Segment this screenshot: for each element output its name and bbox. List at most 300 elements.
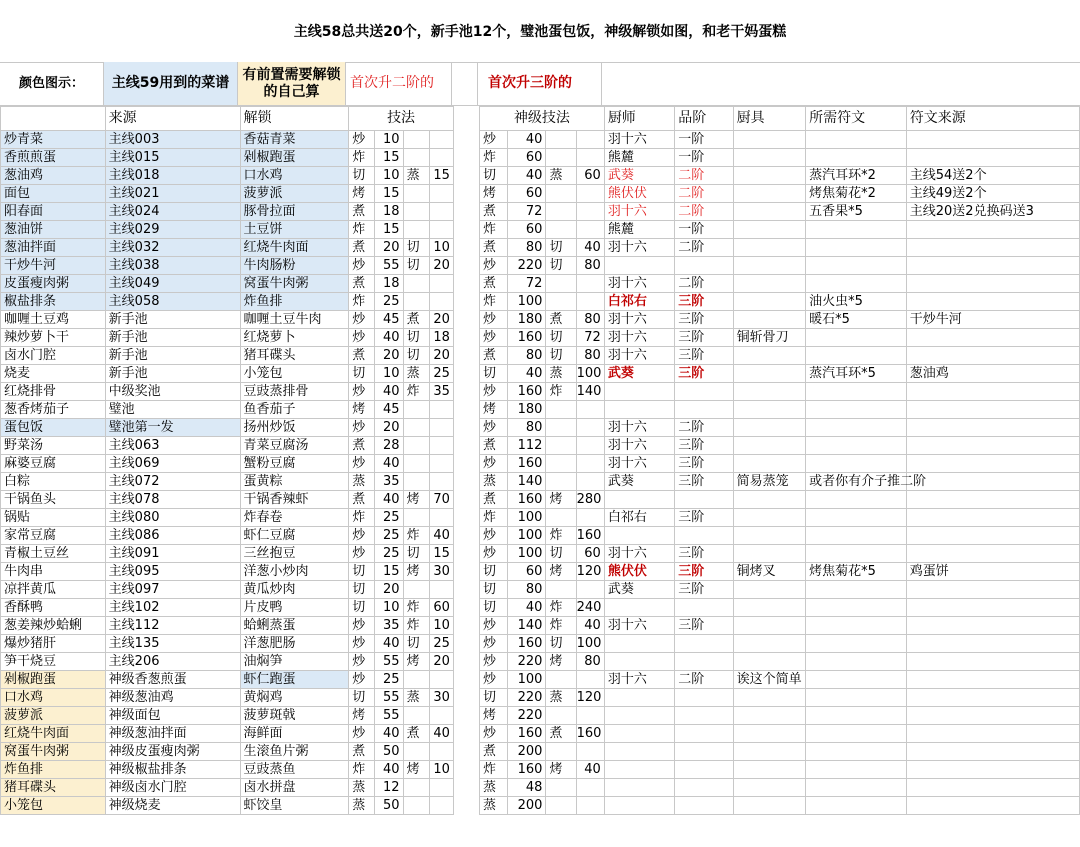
- cell-god-tech2-value: 40: [576, 239, 604, 257]
- cell-gap: [453, 671, 479, 689]
- cell-rune: [806, 545, 907, 563]
- cell-tech2-value: [429, 293, 453, 311]
- cell-tech2-value: 20: [429, 311, 453, 329]
- table-row: [1, 437, 1080, 455]
- cell-chef: [604, 257, 674, 275]
- cell-tech2: 切: [403, 329, 429, 347]
- cell-dish: 椒盐排条: [1, 293, 106, 311]
- cell-tech1-value: 50: [375, 797, 403, 815]
- cell-god-tech1-value: 100: [508, 293, 546, 311]
- cell-tech2: 煮: [403, 311, 429, 329]
- cell-tech1-value: 50: [375, 743, 403, 761]
- cell-chef: [604, 743, 674, 761]
- legend-yellow: 有前置需要解锁的自己算: [238, 62, 346, 106]
- cell-chef: [604, 527, 674, 545]
- cell-god-tech1-value: 220: [508, 653, 546, 671]
- cell-tech1-value: 20: [375, 239, 403, 257]
- cell-tech2-value: [429, 509, 453, 527]
- cell-tech1: 切: [349, 563, 375, 581]
- cell-god-tech2-value: 140: [576, 383, 604, 401]
- cell-unlock: 猪耳碟头: [240, 347, 349, 365]
- header-chef: 厨师: [604, 107, 674, 131]
- cell-rune-source: [906, 455, 1079, 473]
- cell-god-tech2-value: [576, 437, 604, 455]
- cell-rune: [806, 617, 907, 635]
- cell-god-tech2-value: [576, 671, 604, 689]
- cell-tier: [675, 725, 733, 743]
- cell-gap: [453, 797, 479, 815]
- cell-gap: [453, 419, 479, 437]
- cell-rune-source: [906, 293, 1079, 311]
- cell-tech1: 炒: [349, 725, 375, 743]
- cell-utensil: [733, 383, 805, 401]
- table-row: [1, 707, 1080, 725]
- cell-rune-source: [906, 221, 1079, 239]
- cell-dish: 香煎煎蛋: [1, 149, 106, 167]
- header-gap: [453, 107, 479, 131]
- cell-god-tech2: 煮: [546, 311, 576, 329]
- cell-tier: 二阶: [675, 185, 733, 203]
- cell-god-tech1: 炒: [480, 419, 508, 437]
- cell-chef: [604, 725, 674, 743]
- cell-dish: 炒青菜: [1, 131, 106, 149]
- cell-rune: [806, 635, 907, 653]
- cell-god-tech1-value: 160: [508, 725, 546, 743]
- table-row: [1, 455, 1080, 473]
- cell-god-tech1: 炒: [480, 653, 508, 671]
- cell-dish: 笋干烧豆: [1, 653, 106, 671]
- cell-tech2: [403, 437, 429, 455]
- cell-gap: [453, 599, 479, 617]
- cell-tech2: [403, 743, 429, 761]
- cell-source: 主线003: [105, 131, 240, 149]
- cell-tech2-value: [429, 185, 453, 203]
- cell-unlock: 牛肉肠粉: [240, 257, 349, 275]
- cell-dish: 干锅鱼头: [1, 491, 106, 509]
- table-row: [1, 131, 1080, 149]
- cell-unlock: 炸鱼排: [240, 293, 349, 311]
- cell-tech1-value: 10: [375, 599, 403, 617]
- cell-tech2-value: [429, 779, 453, 797]
- cell-chef: 熊麓: [604, 221, 674, 239]
- cell-god-tech1-value: 40: [508, 167, 546, 185]
- cell-source: 主线032: [105, 239, 240, 257]
- cell-tier: [675, 743, 733, 761]
- cell-god-tech2-value: [576, 743, 604, 761]
- cell-god-tech2-value: [576, 509, 604, 527]
- cell-god-tech2: 切: [546, 635, 576, 653]
- cell-tech1-value: 40: [375, 383, 403, 401]
- cell-god-tech2-value: [576, 401, 604, 419]
- cell-god-tech1: 烤: [480, 707, 508, 725]
- cell-god-tech2-value: [576, 419, 604, 437]
- cell-tech1-value: 25: [375, 293, 403, 311]
- cell-tech1-value: 20: [375, 419, 403, 437]
- cell-god-tech1-value: 60: [508, 221, 546, 239]
- cell-tech2: 炸: [403, 617, 429, 635]
- cell-dish: 葱油拌面: [1, 239, 106, 257]
- cell-tech2: 切: [403, 635, 429, 653]
- cell-tech1: 煮: [349, 203, 375, 221]
- cell-god-tech2-value: 120: [576, 689, 604, 707]
- table-row: [1, 491, 1080, 509]
- cell-god-tech1: 煮: [480, 437, 508, 455]
- cell-tier: 二阶: [675, 275, 733, 293]
- cell-god-tech2-value: 100: [576, 635, 604, 653]
- cell-god-tech2-value: [576, 455, 604, 473]
- cell-god-tech2: 炸: [546, 599, 576, 617]
- cell-utensil: [733, 311, 805, 329]
- cell-tier: 三阶: [675, 545, 733, 563]
- cell-gap: [453, 329, 479, 347]
- cell-tech1-value: 15: [375, 563, 403, 581]
- cell-tech1: 炸: [349, 149, 375, 167]
- cell-tech2-value: 30: [429, 563, 453, 581]
- cell-chef: [604, 761, 674, 779]
- cell-tech1-value: 10: [375, 365, 403, 383]
- cell-dish: 菠萝派: [1, 707, 106, 725]
- cell-god-tech1-value: 100: [508, 545, 546, 563]
- legend-blue: 主线59用到的菜谱: [104, 62, 238, 106]
- cell-dish: 皮蛋瘦肉粥: [1, 275, 106, 293]
- table-row: [1, 689, 1080, 707]
- cell-god-tech2: [546, 797, 576, 815]
- cell-god-tech2: [546, 275, 576, 293]
- cell-tech1-value: 40: [375, 725, 403, 743]
- cell-source: 主线206: [105, 653, 240, 671]
- cell-god-tech1-value: 40: [508, 599, 546, 617]
- cell-rune-source: 主线54送2个: [906, 167, 1079, 185]
- cell-tech2-value: 10: [429, 761, 453, 779]
- cell-chef: 羽十六: [604, 311, 674, 329]
- cell-tech2: 切: [403, 239, 429, 257]
- cell-tech2-value: [429, 455, 453, 473]
- cell-rune: 蒸汽耳环*5: [806, 365, 907, 383]
- cell-chef: 羽十六: [604, 275, 674, 293]
- cell-chef: 熊伏伏: [604, 185, 674, 203]
- header-row: [1, 107, 1080, 131]
- cell-source: 主线015: [105, 149, 240, 167]
- cell-unlock: 剁椒跑蛋: [240, 149, 349, 167]
- table-row: [1, 293, 1080, 311]
- table-row: [1, 671, 1080, 689]
- cell-rune: [806, 743, 907, 761]
- cell-tier: [675, 257, 733, 275]
- cell-tech2: 切: [403, 257, 429, 275]
- cell-god-tech2: [546, 419, 576, 437]
- cell-god-tech1: 炒: [480, 329, 508, 347]
- cell-chef: 熊麓: [604, 149, 674, 167]
- cell-god-tech2: 切: [546, 239, 576, 257]
- cell-dish: 红烧排骨: [1, 383, 106, 401]
- cell-dish: 牛肉串: [1, 563, 106, 581]
- cell-dish: 猪耳碟头: [1, 779, 106, 797]
- cell-tech2: [403, 779, 429, 797]
- cell-tech1: 炒: [349, 527, 375, 545]
- cell-gap: [453, 563, 479, 581]
- table-row: [1, 347, 1080, 365]
- table-row: [1, 329, 1080, 347]
- cell-utensil: [733, 437, 805, 455]
- cell-rune-source: [906, 797, 1079, 815]
- cell-tech2-value: 40: [429, 725, 453, 743]
- cell-unlock: 蛤蜊蒸蛋: [240, 617, 349, 635]
- table-row: [1, 779, 1080, 797]
- cell-tech1: 烤: [349, 401, 375, 419]
- cell-gap: [453, 257, 479, 275]
- cell-tier: 三阶: [675, 581, 733, 599]
- cell-source: 主线024: [105, 203, 240, 221]
- cell-dish: 家常豆腐: [1, 527, 106, 545]
- cell-tech2: 蒸: [403, 689, 429, 707]
- cell-rune: [806, 329, 907, 347]
- cell-unlock: 三丝抱豆: [240, 545, 349, 563]
- table-row: [1, 635, 1080, 653]
- cell-god-tech1: 煮: [480, 491, 508, 509]
- cell-tech1-value: 10: [375, 131, 403, 149]
- cell-dish: 辣炒萝卜干: [1, 329, 106, 347]
- cell-tech2: 烤: [403, 563, 429, 581]
- cell-source: 主线063: [105, 437, 240, 455]
- cell-rune-source: [906, 581, 1079, 599]
- cell-gap: [453, 653, 479, 671]
- cell-rune: 五香果*5: [806, 203, 907, 221]
- cell-god-tech1: 炒: [480, 131, 508, 149]
- cell-god-tech1: 炒: [480, 671, 508, 689]
- cell-god-tech2-value: 72: [576, 329, 604, 347]
- cell-chef: [604, 797, 674, 815]
- cell-tier: 三阶: [675, 617, 733, 635]
- cell-rune: [806, 599, 907, 617]
- cell-unlock: 窝蛋牛肉粥: [240, 275, 349, 293]
- sheet-title: 主线58总共送20个，新手池12个，璧池蛋包饭，神级解锁如图，和老干妈蛋糕: [0, 0, 1080, 63]
- cell-dish: 凉拌黄瓜: [1, 581, 106, 599]
- cell-unlock: 虾仁豆腐: [240, 527, 349, 545]
- cell-tech1-value: 40: [375, 491, 403, 509]
- cell-tech2-value: 20: [429, 653, 453, 671]
- cell-tech2-value: 18: [429, 329, 453, 347]
- cell-utensil: [733, 581, 805, 599]
- cell-tech2-value: [429, 581, 453, 599]
- cell-tech2-value: [429, 203, 453, 221]
- cell-rune: [806, 761, 907, 779]
- cell-god-tech2-value: [576, 779, 604, 797]
- header-unlock: 解锁: [240, 107, 349, 131]
- cell-unlock: 黄焖鸡: [240, 689, 349, 707]
- cell-tech1: 切: [349, 365, 375, 383]
- cell-tech1: 炒: [349, 617, 375, 635]
- header-tier: 品阶: [675, 107, 733, 131]
- cell-chef: [604, 635, 674, 653]
- cell-dish: 卤水门腔: [1, 347, 106, 365]
- cell-tech2: [403, 707, 429, 725]
- cell-rune-source: [906, 617, 1079, 635]
- cell-tech1-value: 35: [375, 617, 403, 635]
- cell-tech2: 蒸: [403, 167, 429, 185]
- cell-chef: [604, 779, 674, 797]
- cell-unlock: 海鲜面: [240, 725, 349, 743]
- cell-god-tech2-value: 80: [576, 653, 604, 671]
- cell-gap: [453, 581, 479, 599]
- cell-tech2: [403, 509, 429, 527]
- cell-chef: [604, 707, 674, 725]
- cell-god-tech1-value: 80: [508, 581, 546, 599]
- header-technique: 技法: [349, 107, 454, 131]
- cell-tier: 三阶: [675, 437, 733, 455]
- cell-tech2: [403, 581, 429, 599]
- cell-chef: [604, 383, 674, 401]
- cell-utensil: [733, 707, 805, 725]
- cell-god-tech1: 炒: [480, 635, 508, 653]
- cell-chef: 羽十六: [604, 455, 674, 473]
- cell-utensil: [733, 131, 805, 149]
- cell-gap: [453, 779, 479, 797]
- cell-god-tech1: 煮: [480, 203, 508, 221]
- cell-source: 神级面包: [105, 707, 240, 725]
- cell-rune: 烤焦菊花*2: [806, 185, 907, 203]
- cell-utensil: [733, 347, 805, 365]
- cell-source: 神级香葱煎蛋: [105, 671, 240, 689]
- cell-god-tech1: 切: [480, 689, 508, 707]
- cell-tier: [675, 707, 733, 725]
- cell-tier: [675, 635, 733, 653]
- cell-dish: 白粽: [1, 473, 106, 491]
- cell-tier: [675, 527, 733, 545]
- cell-tech2-value: 15: [429, 167, 453, 185]
- cell-god-tech1: 煮: [480, 275, 508, 293]
- cell-gap: [453, 473, 479, 491]
- header-dish: [1, 107, 106, 131]
- cell-tech2: [403, 797, 429, 815]
- cell-god-tech2: [546, 743, 576, 761]
- cell-gap: [453, 167, 479, 185]
- cell-tech1: 炒: [349, 419, 375, 437]
- cell-tier: 三阶: [675, 293, 733, 311]
- cell-utensil: [733, 167, 805, 185]
- cell-tech2: 炸: [403, 527, 429, 545]
- cell-source: 主线058: [105, 293, 240, 311]
- cell-tier: [675, 797, 733, 815]
- cell-god-tech2: [546, 779, 576, 797]
- cell-source: 主线021: [105, 185, 240, 203]
- cell-tier: 三阶: [675, 563, 733, 581]
- cell-god-tech2: [546, 401, 576, 419]
- cell-god-tech2-value: 80: [576, 311, 604, 329]
- cell-dish: 锅贴: [1, 509, 106, 527]
- cell-source: 主线018: [105, 167, 240, 185]
- cell-god-tech1: 炸: [480, 221, 508, 239]
- cell-tech2-value: [429, 797, 453, 815]
- cell-source: 主线091: [105, 545, 240, 563]
- cell-god-tech2-value: [576, 149, 604, 167]
- cell-unlock: 青菜豆腐汤: [240, 437, 349, 455]
- table-row: [1, 473, 1080, 491]
- cell-rune-source: [906, 473, 1079, 491]
- cell-god-tech1: 煮: [480, 347, 508, 365]
- cell-god-tech2-value: [576, 473, 604, 491]
- cell-unlock: 卤水拼盘: [240, 779, 349, 797]
- cell-tech2-value: 30: [429, 689, 453, 707]
- cell-tier: [675, 653, 733, 671]
- header-source: 来源: [105, 107, 240, 131]
- cell-tech2-value: 20: [429, 257, 453, 275]
- cell-utensil: [733, 599, 805, 617]
- cell-rune: [806, 275, 907, 293]
- cell-god-tech2: [546, 149, 576, 167]
- cell-tech1-value: 45: [375, 401, 403, 419]
- cell-tech1: 炒: [349, 671, 375, 689]
- cell-source: 主线072: [105, 473, 240, 491]
- cell-chef: 羽十六: [604, 203, 674, 221]
- cell-rune: [806, 797, 907, 815]
- cell-gap: [453, 635, 479, 653]
- table-row: [1, 275, 1080, 293]
- table-row: [1, 365, 1080, 383]
- cell-rune-source: [906, 437, 1079, 455]
- cell-source: 神级卤水门腔: [105, 779, 240, 797]
- cell-chef: 羽十六: [604, 131, 674, 149]
- cell-tech2: [403, 275, 429, 293]
- cell-god-tech1-value: 100: [508, 671, 546, 689]
- cell-god-tech2: 切: [546, 329, 576, 347]
- cell-source: 主线080: [105, 509, 240, 527]
- cell-tech1: 炒: [349, 329, 375, 347]
- cell-unlock: 豆豉蒸排骨: [240, 383, 349, 401]
- cell-source: 中级奖池: [105, 383, 240, 401]
- cell-rune: [806, 581, 907, 599]
- cell-gap: [453, 455, 479, 473]
- cell-tier: [675, 689, 733, 707]
- cell-tech1-value: 35: [375, 473, 403, 491]
- cell-god-tech1: 炒: [480, 257, 508, 275]
- cell-rune: [806, 149, 907, 167]
- cell-utensil: [733, 293, 805, 311]
- cell-rune: 烤焦菊花*5: [806, 563, 907, 581]
- cell-tech1: 切: [349, 599, 375, 617]
- cell-chef: 羽十六: [604, 329, 674, 347]
- cell-tech1: 切: [349, 581, 375, 599]
- cell-god-tech2: 炸: [546, 383, 576, 401]
- cell-tech1: 煮: [349, 347, 375, 365]
- cell-rune: [806, 491, 907, 509]
- table-row: [1, 743, 1080, 761]
- cell-rune: 油火虫*5: [806, 293, 907, 311]
- cell-source: 主线078: [105, 491, 240, 509]
- cell-god-tech1: 切: [480, 365, 508, 383]
- cell-tech2-value: [429, 473, 453, 491]
- cell-tech1: 煮: [349, 743, 375, 761]
- cell-unlock: 小笼包: [240, 365, 349, 383]
- cell-rune-source: [906, 131, 1079, 149]
- table-row: [1, 527, 1080, 545]
- cell-tech2-value: [429, 149, 453, 167]
- cell-tech2: 烤: [403, 653, 429, 671]
- cell-dish: 葱香烤茄子: [1, 401, 106, 419]
- cell-god-tech1-value: 140: [508, 617, 546, 635]
- cell-gap: [453, 383, 479, 401]
- cell-rune-source: [906, 401, 1079, 419]
- cell-rune: [806, 455, 907, 473]
- cell-tech1: 炒: [349, 131, 375, 149]
- cell-tier: 一阶: [675, 149, 733, 167]
- cell-tech1-value: 40: [375, 329, 403, 347]
- cell-rune-source: [906, 527, 1079, 545]
- cell-rune: [806, 725, 907, 743]
- cell-gap: [453, 527, 479, 545]
- table-row: [1, 401, 1080, 419]
- cell-unlock: 蟹粉豆腐: [240, 455, 349, 473]
- cell-chef: 白祁右: [604, 509, 674, 527]
